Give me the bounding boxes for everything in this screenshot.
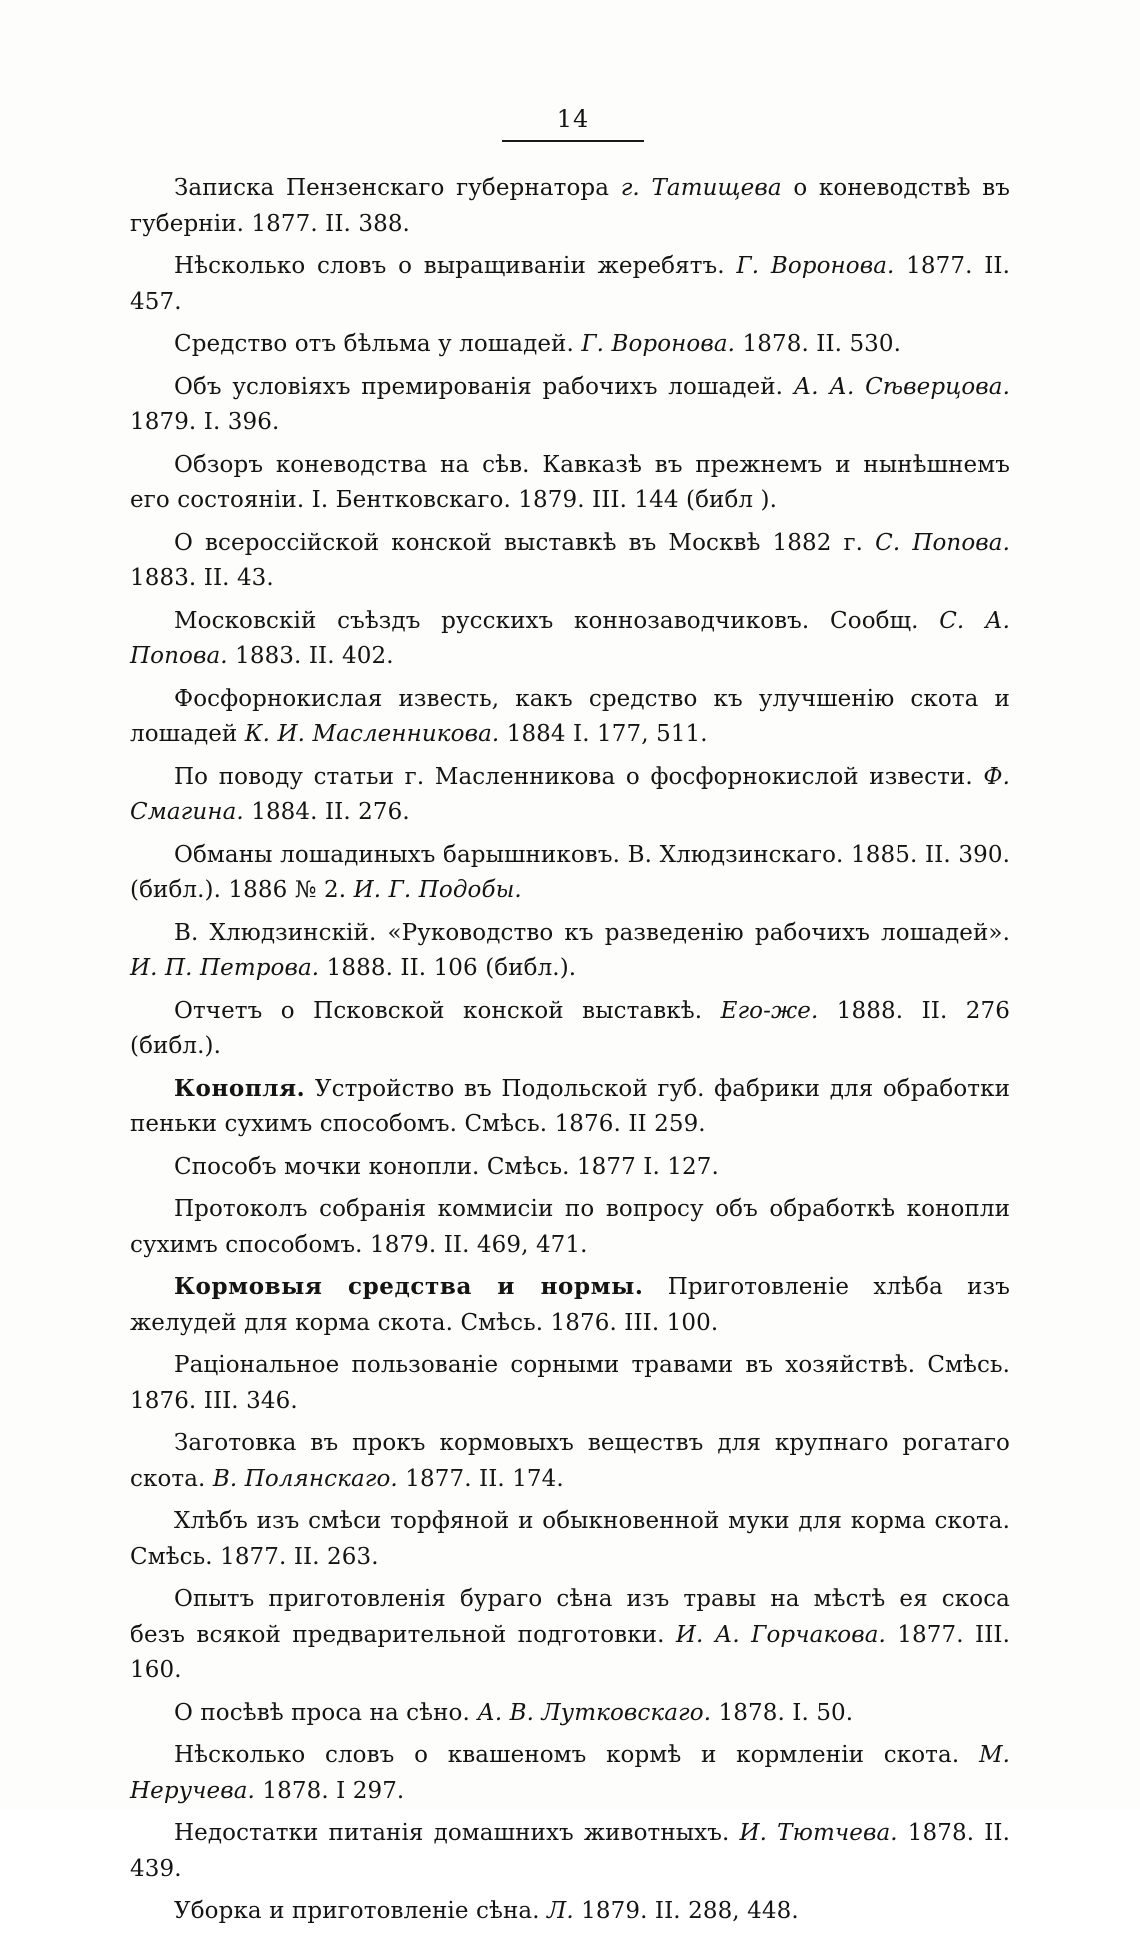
- entry-author: В. Полянскаго.: [212, 1465, 398, 1492]
- bibliography-entry: [130, 170, 1010, 242]
- entry-reference: 1879. I. 396.: [130, 409, 280, 435]
- entry-text: Хлѣбъ изъ смѣси торфяной и обыкновенной муки для корма скота. Смѣсь. 1877. II. 263.: [130, 1508, 1010, 1570]
- bibliography-entry: [130, 447, 1010, 519]
- entry-text: Уборка и приготовленіе сѣна.: [174, 1898, 548, 1924]
- entry-text: Фосфорнокислая известь, какъ средство къ улучшенію скота и лошадей: [130, 685, 1010, 747]
- entry-author: Ф. Смагина.: [130, 763, 1010, 825]
- bibliography-entry: [130, 1695, 1010, 1732]
- bibliography-entry: [130, 326, 1010, 363]
- bibliography-entry: [130, 1425, 1010, 1497]
- entry-text: Способъ мочки конопли. Смѣсь. 1877 I. 127.: [174, 1153, 719, 1180]
- entry-text: Средство отъ бѣльма у лошадей.: [174, 331, 582, 357]
- entry-reference: 1884 I. 177, 511.: [499, 721, 708, 747]
- entry-reference: 1877. II. 457.: [130, 253, 1011, 315]
- entry-author: С. Попова.: [875, 529, 1010, 556]
- entry-text: Записка Пензенскаго губернатора: [174, 175, 621, 201]
- entry-author: г. Татищева: [620, 175, 782, 201]
- entry-author: М. Неручева.: [130, 1742, 1010, 1804]
- bibliography-list: [130, 170, 1010, 1936]
- entry-text: Обзоръ коневодства на сѣв. Кавказѣ въ прежнемъ и нынѣшнемъ его состояніи. I. Бентковскаго. 1879. III. 144 (библ ).: [130, 451, 1010, 513]
- entry-reference: 1877. III. 160.: [130, 1621, 1010, 1683]
- page-number-rule: [502, 140, 644, 142]
- entry-text: Объ условіяхъ премированія рабочихъ лошадей.: [174, 373, 794, 400]
- entry-text: О всероссійской конской выставкѣ въ Москвѣ 1882 г.: [174, 529, 876, 556]
- entry-reference: 1878. II. 530.: [735, 331, 902, 357]
- bibliography-entry: [130, 1503, 1010, 1575]
- entry-text: В. Хлюдзинскій. «Руководство къ разведенію рабочихъ лошадей».: [174, 919, 1010, 946]
- entry-text: Нѣсколько словъ о квашеномъ кормѣ и кормленіи скота.: [174, 1742, 979, 1768]
- entry-author: Г. Воронова.: [736, 253, 895, 279]
- bibliography-entry: [130, 1581, 1010, 1689]
- entry-text: Недостатки питанія домашнихъ животныхъ.: [174, 1820, 740, 1846]
- bibliography-entry: [130, 681, 1010, 753]
- entry-reference: 1883. II. 43.: [130, 565, 274, 591]
- bibliography-entry: [130, 525, 1010, 597]
- entry-reference: 1878. II. 439.: [130, 1820, 1010, 1882]
- bibliography-entry: [130, 837, 1010, 909]
- entry-text: Нѣсколько словъ о выращиваніи жеребятъ.: [174, 253, 737, 279]
- entry-reference: 1878. I 297.: [254, 1777, 405, 1804]
- bibliography-entry: [130, 1269, 1010, 1341]
- entry-author: И. А. Горчакова.: [675, 1621, 886, 1648]
- entry-reference: 1888. II. 106 (библ.).: [319, 955, 577, 981]
- entry-author: К. И. Масленникова.: [244, 721, 500, 747]
- bibliography-entry: [130, 993, 1010, 1065]
- entry-text: Устройство въ Подольской губ. фабрики для обработки пеньки сухимъ способомъ. Смѣсь. 1876. II 259.: [130, 1075, 1010, 1137]
- entry-reference: 1879. II. 288, 448.: [573, 1898, 799, 1924]
- entry-reference: 1883. II. 402.: [227, 643, 394, 669]
- entry-reference: 1884. II. 276.: [243, 799, 410, 825]
- bibliography-entry: [130, 1893, 1010, 1930]
- bibliography-entry: [130, 603, 1010, 675]
- entry-reference: о коневодствѣ въ губерніи. 1877. II. 388.: [130, 175, 1011, 237]
- entry-text: Московскій съѣздъ русскихъ коннозаводчиковъ. Сообщ.: [174, 607, 940, 634]
- entry-text: Отчетъ о Псковской конской выставкѣ.: [174, 997, 721, 1024]
- entry-text: Заготовка въ прокъ кормовыхъ веществъ для крупнаго рогатаго скота.: [130, 1430, 1010, 1492]
- entry-author: А. В. Лутковскаго.: [477, 1699, 712, 1726]
- bibliography-entry: [130, 1737, 1010, 1809]
- entry-author: Л.: [547, 1898, 574, 1924]
- entry-text: По поводу статьи г. Масленникова о фосфорнокислой извести.: [174, 763, 984, 790]
- entry-author: И. Г. Подобы.: [353, 877, 522, 903]
- entry-text: Раціональное пользованіе сорными травами въ хозяйствѣ. Смѣсь. 1876. III. 346.: [130, 1352, 1010, 1414]
- entry-author: Г. Воронова.: [581, 331, 736, 357]
- entry-reference: 1888. II. 276 (библ.).: [130, 997, 1010, 1059]
- bibliography-entry: [130, 1071, 1010, 1143]
- entry-reference: 1878. I. 50.: [711, 1699, 854, 1726]
- entry-author: И. П. Петрова.: [130, 955, 320, 981]
- page-number: 14: [556, 105, 590, 133]
- bibliography-entry: [130, 369, 1010, 441]
- entry-text: Приготовленіе хлѣба изъ желудей для корма скота. Смѣсь. 1876. III. 100.: [130, 1274, 1010, 1336]
- entry-author: С. А. Попова.: [130, 607, 1011, 669]
- entry-author: А. А. Сѣверцова.: [793, 373, 1010, 400]
- entry-heading: Кормовыя средства и нормы.: [174, 1273, 644, 1300]
- bibliography-entry: [130, 248, 1010, 320]
- bibliography-entry: [130, 759, 1010, 831]
- entry-heading: Конопля.: [174, 1074, 306, 1102]
- bibliography-entry: [130, 1191, 1010, 1263]
- entry-author: И. Тютчева.: [739, 1820, 898, 1846]
- bibliography-entry: [130, 1815, 1010, 1887]
- entry-text: Протоколъ собранія коммисіи по вопросу объ обработкѣ конопли сухимъ способомъ. 1879. II. 469, 471.: [130, 1196, 1010, 1258]
- bibliography-entry: [130, 1149, 1010, 1186]
- entry-text: Обманы лошадиныхъ барышниковъ. В. Хлюдзинскаго. 1885. II. 390. (библ.). 1886 № 2.: [130, 841, 1010, 903]
- entry-text: О посѣвѣ проса на сѣно.: [174, 1699, 478, 1726]
- entry-reference: 1877. II. 174.: [397, 1465, 564, 1492]
- bibliography-entry: [130, 1347, 1010, 1419]
- entry-text: Опытъ приготовленія бураго сѣна изъ травы на мѣстѣ ея скоса безъ всякой предварительной подготовки.: [130, 1586, 1010, 1648]
- entry-author: Его-же.: [720, 997, 819, 1024]
- bibliography-entry: [130, 915, 1010, 987]
